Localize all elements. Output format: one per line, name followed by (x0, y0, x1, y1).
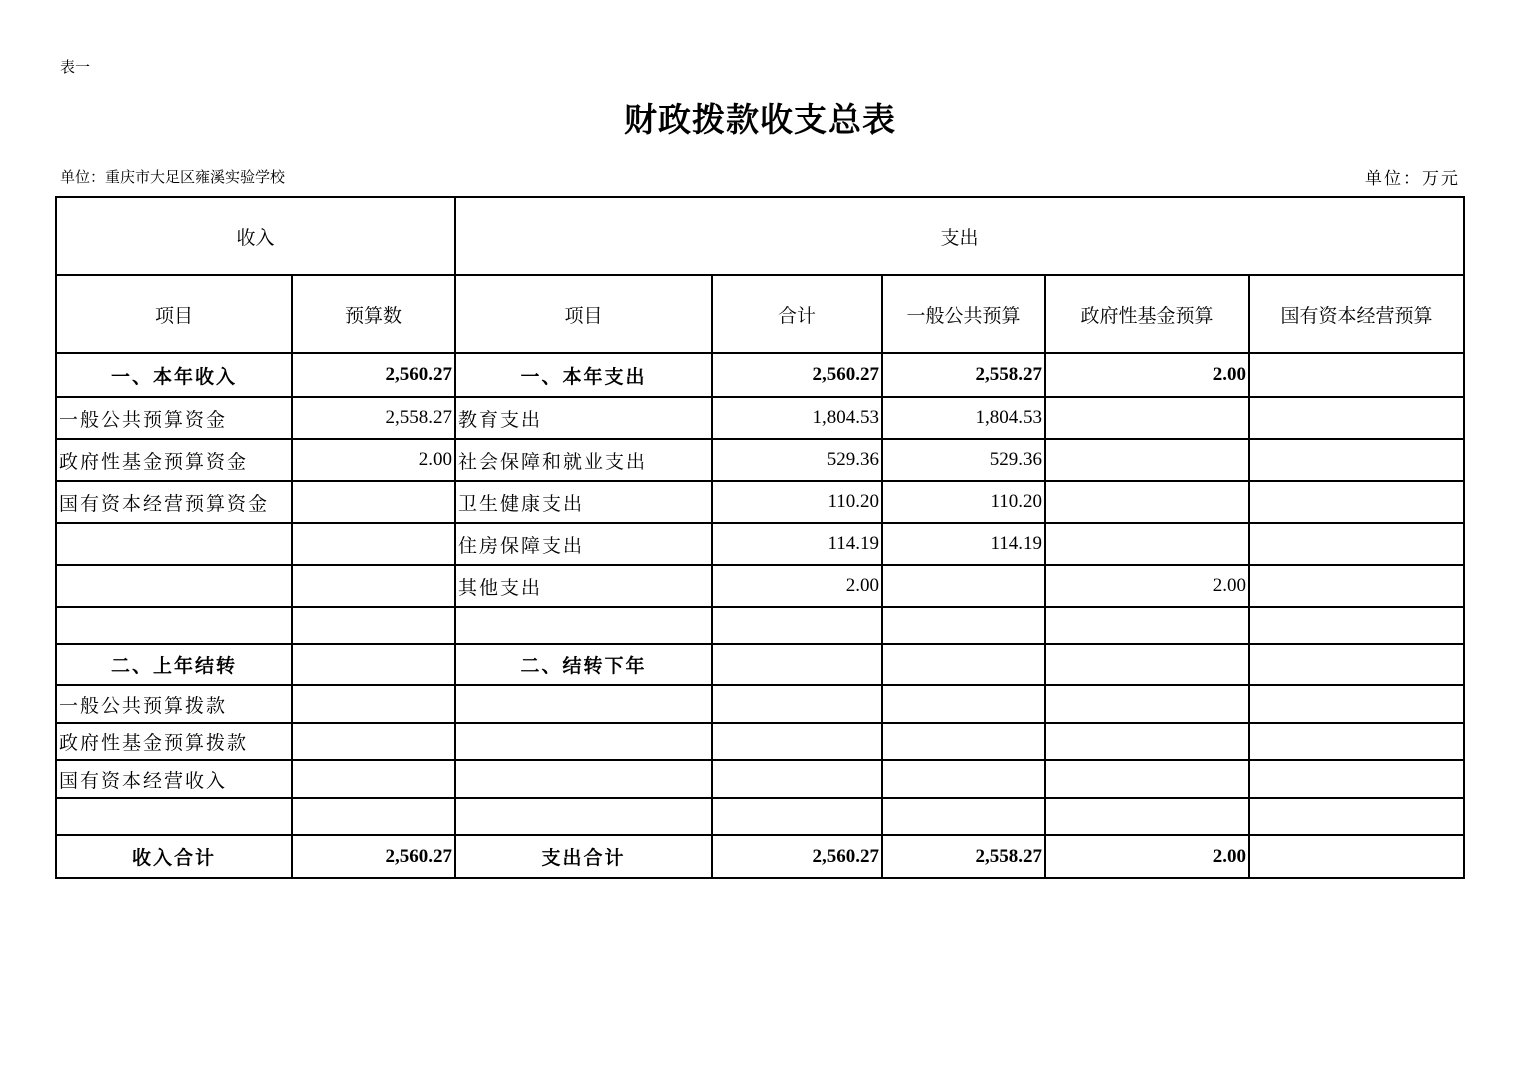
expense-item-cell: 社会保障和就业支出 (455, 439, 712, 481)
gov-fund-budget-cell (1045, 439, 1249, 481)
table-row (56, 644, 1464, 685)
state-capital-budget-cell (1249, 644, 1464, 685)
total-cell: 114.19 (712, 523, 882, 565)
gov-fund-budget-cell: 2.00 (1045, 353, 1249, 397)
organization-unit: 单位：重庆市大足区雍溪实验学校 (60, 168, 286, 186)
total-cell: 529.36 (712, 439, 882, 481)
state-capital-budget-cell (1249, 607, 1464, 644)
expense-section-header: 支出 (455, 197, 1464, 275)
state-capital-budget-cell (1249, 353, 1464, 397)
table-row (56, 607, 1464, 644)
general-budget-cell: 110.20 (882, 481, 1045, 523)
total-cell: 2.00 (712, 565, 882, 607)
table-row (56, 397, 1464, 439)
general-budget-cell (882, 607, 1045, 644)
total-header: 合计 (712, 275, 882, 353)
table-row (56, 565, 1464, 607)
gov-fund-budget-cell (1045, 397, 1249, 439)
total-cell (712, 760, 882, 798)
income-section-header: 收入 (56, 197, 455, 275)
state-capital-budget-cell (1249, 565, 1464, 607)
total-cell: 110.20 (712, 481, 882, 523)
income-budget-cell (292, 798, 455, 835)
general-budget-cell: 114.19 (882, 523, 1045, 565)
state-capital-budget-cell (1249, 397, 1464, 439)
gov-fund-budget-cell (1045, 607, 1249, 644)
general-budget-cell (882, 685, 1045, 723)
income-item-cell: 二、上年结转 (56, 644, 292, 685)
income-item-cell (56, 607, 292, 644)
total-cell (712, 723, 882, 760)
general-budget-cell (882, 798, 1045, 835)
gov-fund-budget-cell (1045, 798, 1249, 835)
table-row (56, 439, 1464, 481)
general-budget-cell: 1,804.53 (882, 397, 1045, 439)
expense-item-cell (455, 607, 712, 644)
state-capital-budget-cell (1249, 835, 1464, 878)
total-cell (712, 607, 882, 644)
state-capital-budget-cell (1249, 798, 1464, 835)
table-row (56, 481, 1464, 523)
income-budget-cell (292, 523, 455, 565)
gov-fund-budget-cell (1045, 760, 1249, 798)
general-budget-cell (882, 760, 1045, 798)
income-item-cell (56, 798, 292, 835)
table-row (56, 835, 1464, 878)
income-item-cell: 政府性基金预算拨款 (56, 723, 292, 760)
income-item-cell: 国有资本经营收入 (56, 760, 292, 798)
general-budget-cell: 529.36 (882, 439, 1045, 481)
expense-item-cell (455, 798, 712, 835)
gov-fund-budget-cell (1045, 481, 1249, 523)
general-budget-cell: 2,558.27 (882, 353, 1045, 397)
general-budget-header: 一般公共预算 (882, 275, 1045, 353)
income-item-cell: 收入合计 (56, 835, 292, 878)
expense-item-cell: 教育支出 (455, 397, 712, 439)
income-item-cell: 政府性基金预算资金 (56, 439, 292, 481)
state-capital-budget-cell (1249, 685, 1464, 723)
section-header-row (56, 197, 1464, 275)
expense-item-cell (455, 760, 712, 798)
income-budget-cell (292, 644, 455, 685)
table-row (56, 798, 1464, 835)
expense-item-cell: 二、结转下年 (455, 644, 712, 685)
gov-fund-budget-cell (1045, 723, 1249, 760)
table-number-label: 表一 (60, 58, 91, 76)
table-row (56, 353, 1464, 397)
general-budget-cell (882, 565, 1045, 607)
expense-item-cell: 卫生健康支出 (455, 481, 712, 523)
income-budget-cell: 2,560.27 (292, 353, 455, 397)
gov-fund-budget-cell (1045, 685, 1249, 723)
income-budget-header: 预算数 (292, 275, 455, 353)
table-row (56, 723, 1464, 760)
gov-fund-budget-cell (1045, 644, 1249, 685)
gov-fund-budget-header: 政府性基金预算 (1045, 275, 1249, 353)
gov-fund-budget-cell: 2.00 (1045, 565, 1249, 607)
income-budget-cell (292, 723, 455, 760)
expense-item-cell: 住房保障支出 (455, 523, 712, 565)
income-item-cell: 一般公共预算拨款 (56, 685, 292, 723)
expense-item-cell: 支出合计 (455, 835, 712, 878)
expense-item-cell: 一、本年支出 (455, 353, 712, 397)
state-capital-budget-cell (1249, 481, 1464, 523)
income-budget-cell (292, 760, 455, 798)
income-item-cell (56, 523, 292, 565)
state-capital-budget-cell (1249, 523, 1464, 565)
total-cell: 1,804.53 (712, 397, 882, 439)
column-header-row (56, 275, 1464, 353)
page-title: 财政拨款收支总表 (624, 100, 896, 139)
state-capital-budget-header: 国有资本经营预算 (1249, 275, 1464, 353)
income-budget-cell (292, 607, 455, 644)
income-item-cell: 国有资本经营预算资金 (56, 481, 292, 523)
total-cell (712, 644, 882, 685)
total-cell: 2,560.27 (712, 353, 882, 397)
table-row (56, 685, 1464, 723)
currency-unit: 单位：万元 (1365, 169, 1460, 189)
expense-item-cell: 其他支出 (455, 565, 712, 607)
general-budget-cell (882, 644, 1045, 685)
income-budget-cell (292, 685, 455, 723)
state-capital-budget-cell (1249, 723, 1464, 760)
total-cell (712, 798, 882, 835)
state-capital-budget-cell (1249, 760, 1464, 798)
total-cell (712, 685, 882, 723)
table-row (56, 523, 1464, 565)
income-budget-cell: 2.00 (292, 439, 455, 481)
expense-item-header: 项目 (455, 275, 712, 353)
gov-fund-budget-cell: 2.00 (1045, 835, 1249, 878)
income-item-cell: 一般公共预算资金 (56, 397, 292, 439)
income-budget-cell: 2,560.27 (292, 835, 455, 878)
state-capital-budget-cell (1249, 439, 1464, 481)
income-item-cell (56, 565, 292, 607)
budget-summary-table (55, 196, 1465, 879)
general-budget-cell (882, 723, 1045, 760)
income-budget-cell: 2,558.27 (292, 397, 455, 439)
income-item-header: 项目 (56, 275, 292, 353)
income-budget-cell (292, 481, 455, 523)
expense-item-cell (455, 685, 712, 723)
general-budget-cell: 2,558.27 (882, 835, 1045, 878)
gov-fund-budget-cell (1045, 523, 1249, 565)
expense-item-cell (455, 723, 712, 760)
table-row (56, 760, 1464, 798)
income-budget-cell (292, 565, 455, 607)
total-cell: 2,560.27 (712, 835, 882, 878)
income-item-cell: 一、本年收入 (56, 353, 292, 397)
